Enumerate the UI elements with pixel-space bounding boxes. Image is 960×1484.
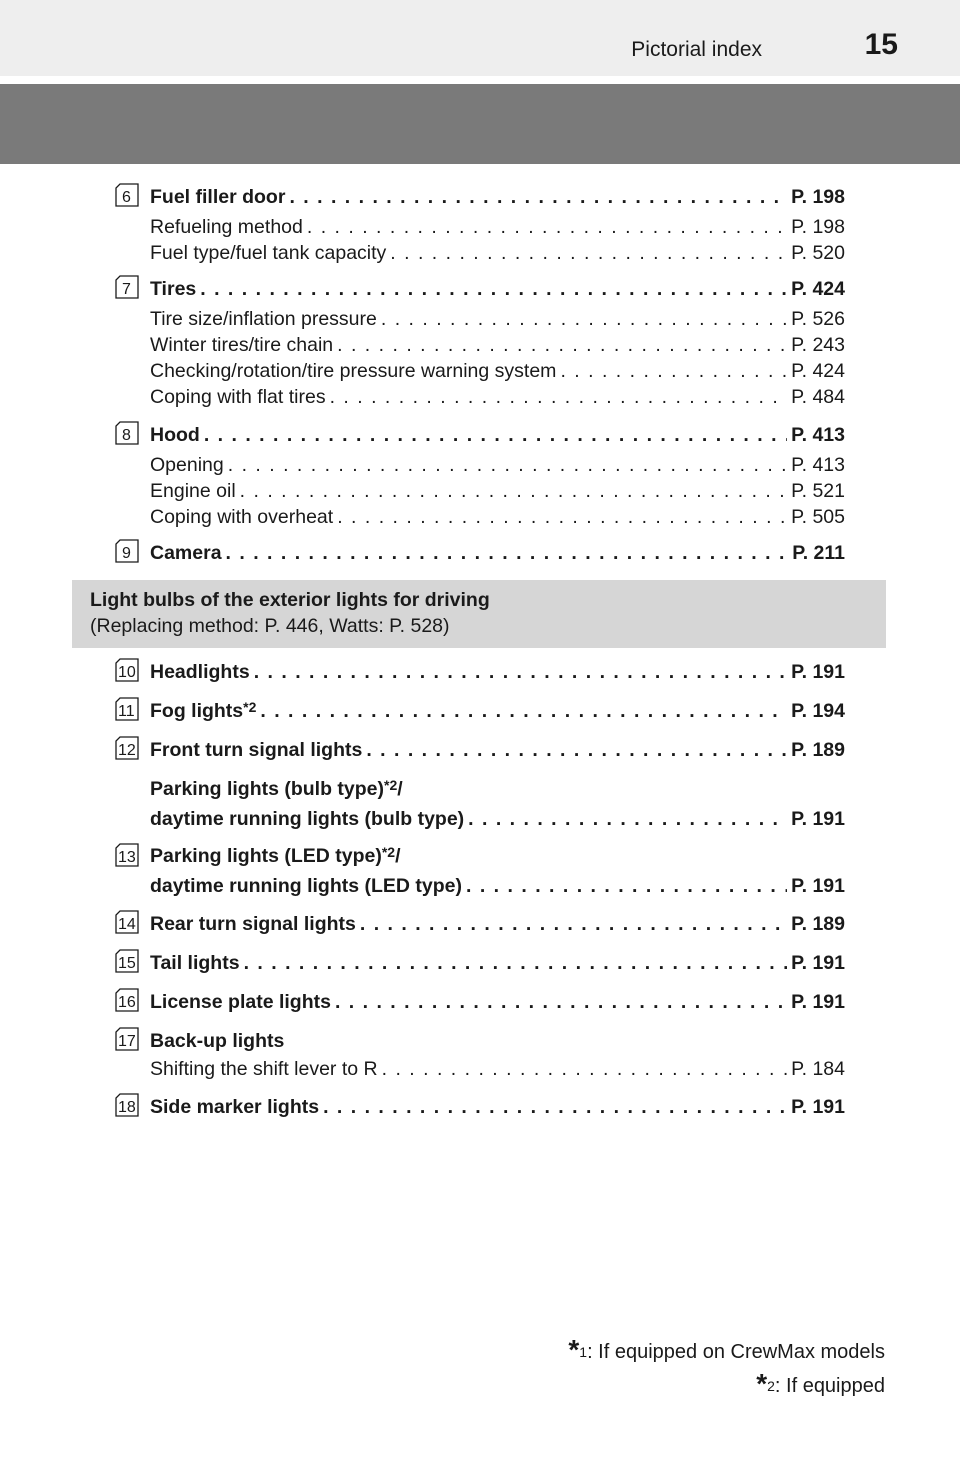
entry-sub-row[interactable]: Coping with overheat . . . P. 505: [150, 504, 845, 530]
footnote-2: *$^2$: If equipped: [756, 1368, 885, 1399]
entry-parking-lights-led: [150, 843, 845, 899]
entry-back-up-lights: [150, 1028, 845, 1082]
callout-number-8-icon: [112, 418, 142, 448]
callout-number-12-icon: [112, 733, 142, 763]
entry-main-row[interactable]: Front turn signal lights . . . P. 189: [150, 737, 845, 763]
entry-main-row[interactable]: Headlights . . . P. 191: [150, 659, 845, 685]
entry-sub-row[interactable]: Opening . . . P. 413: [150, 452, 845, 478]
callout-number-6-icon: [112, 180, 142, 210]
callout-number-13-icon: [112, 840, 142, 870]
svg-text:11: 11: [118, 703, 135, 720]
callout-number-15-icon: [112, 946, 142, 976]
callout-number-10-icon: [112, 655, 142, 685]
section-title: Pictorial index: [631, 38, 762, 61]
entry-sub-row[interactable]: Coping with flat tires . . . P. 484: [150, 384, 845, 410]
entry-rear-turn-signal-lights: [150, 911, 845, 937]
page-number: 15: [864, 28, 898, 61]
callout-number-17-icon: [112, 1024, 142, 1054]
svg-text:7: 7: [122, 281, 131, 298]
entry-main-row-2[interactable]: daytime running lights (LED type) . . . P. 191: [150, 873, 845, 899]
entry-sub-row[interactable]: Tire size/inflation pressure . . . P. 526: [150, 306, 845, 332]
svg-text:18: 18: [118, 1099, 136, 1116]
entry-main-row[interactable]: Tires . . . P. 424: [150, 276, 845, 302]
entry-camera: [150, 540, 845, 566]
entry-sub-row[interactable]: Fuel type/fuel tank capacity . . . P. 520: [150, 240, 845, 266]
footnote-ref: *2: [243, 699, 257, 715]
subheader-title: Light bulbs of the exterior lights for driving: [90, 589, 490, 611]
footnotes: [568, 1335, 885, 1403]
svg-text:14: 14: [118, 916, 136, 933]
svg-text:15: 15: [118, 955, 136, 972]
entry-front-turn-signal-lights: [150, 737, 845, 832]
entry-main-row[interactable]: Rear turn signal lights . . . P. 189: [150, 911, 845, 937]
entry-main-row[interactable]: Fuel filler door . . . P. 198: [150, 184, 845, 210]
svg-text:10: 10: [118, 664, 136, 681]
footnote-1: *$^1$: If equipped on CrewMax models: [568, 1334, 885, 1365]
entry-main-row[interactable]: License plate lights . . . P. 191: [150, 989, 845, 1015]
header-band: [0, 0, 960, 76]
light-bulbs-subheader: [72, 580, 886, 648]
entry-sub-row[interactable]: Refueling method . . . P. 198: [150, 214, 845, 240]
entry-sub-row[interactable]: Engine oil . . . P. 521: [150, 478, 845, 504]
entry-main-row[interactable]: Side marker lights . . . P. 191: [150, 1094, 845, 1120]
entry-tires: [150, 276, 845, 410]
entry-main-row: Parking lights (LED type)$^{*2}$/: [150, 844, 401, 867]
entry-main-row[interactable]: Fog lights$^{*2}$ . . . P. 194: [150, 698, 845, 724]
header-image-band: [0, 84, 960, 164]
callout-number-18-icon: [112, 1090, 142, 1120]
svg-text:6: 6: [122, 189, 131, 206]
entry-main-row[interactable]: Tail lights . . . P. 191: [150, 950, 845, 976]
entry-fog-lights: [150, 698, 845, 724]
footnote-ref: *2: [384, 777, 398, 793]
entry-main-row[interactable]: Hood . . . P. 413: [150, 422, 845, 448]
svg-text:13: 13: [118, 849, 136, 866]
callout-number-7-icon: [112, 272, 142, 302]
entry-side-marker-lights: [150, 1094, 845, 1120]
callout-number-14-icon: [112, 907, 142, 937]
entry-hood: [150, 422, 845, 530]
entry-extra-row: Parking lights (bulb type)$^{*2}$/: [150, 777, 403, 800]
callout-number-16-icon: [112, 985, 142, 1015]
entry-main-row[interactable]: Camera . . . P. 211: [150, 540, 845, 566]
entry-main-row: Back-up lights: [150, 1030, 285, 1052]
footnote-ref: *2: [381, 844, 396, 860]
svg-text:8: 8: [122, 427, 131, 444]
entry-license-plate-lights: [150, 989, 845, 1015]
subheader-note: (Replacing method: P. 446, Watts: P. 528): [90, 615, 450, 637]
entry-sub-row[interactable]: Shifting the shift lever to R . . . P. 184: [150, 1056, 845, 1082]
callout-number-9-icon: [112, 536, 142, 566]
entry-extra-row[interactable]: daytime running lights (bulb type) . . . P. 191: [150, 806, 845, 832]
entry-headlights: [150, 659, 845, 685]
entry-fuel-filler-door: [150, 184, 845, 266]
entry-sub-row[interactable]: Winter tires/tire chain . . . P. 243: [150, 332, 845, 358]
svg-text:17: 17: [118, 1033, 136, 1050]
callout-number-11-icon: [112, 694, 142, 724]
svg-text:16: 16: [118, 994, 136, 1011]
entry-sub-row[interactable]: Checking/rotation/tire pressure warning system . . . P. 424: [150, 358, 845, 384]
svg-text:12: 12: [118, 742, 136, 759]
entry-tail-lights: [150, 950, 845, 976]
svg-text:9: 9: [122, 545, 131, 562]
